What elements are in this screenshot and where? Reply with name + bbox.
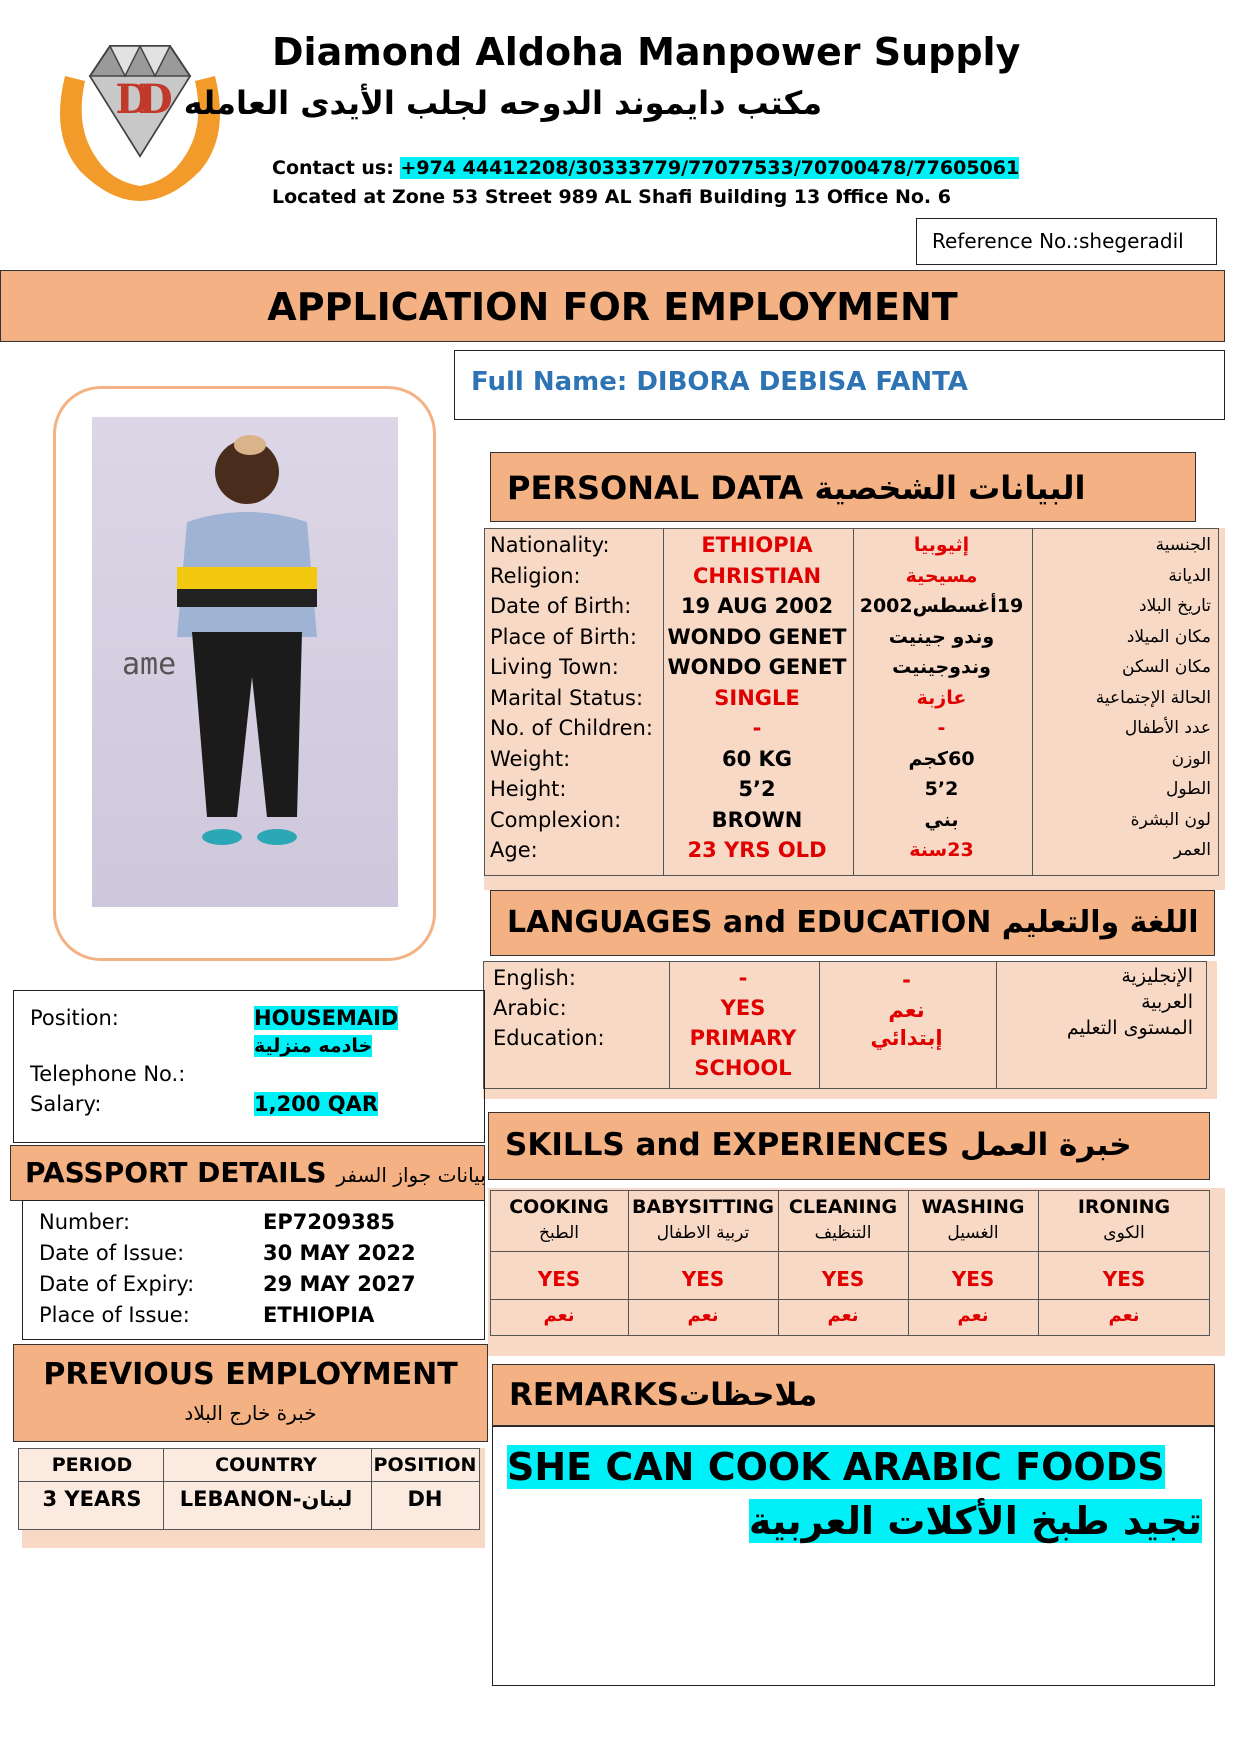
personal-label: Religion:	[490, 563, 581, 588]
reference-box	[916, 218, 1217, 265]
personal-value-ar: وندوجينيت	[892, 656, 991, 678]
personal-label: Height:	[490, 777, 567, 801]
skill-name-ar: الكوى	[1103, 1223, 1145, 1243]
personal-label-ar: الحالة الإجتماعية	[1095, 687, 1211, 708]
position-value-ar-text: خادمه منزلية	[254, 1035, 373, 1057]
skill-value: YES	[537, 1267, 581, 1291]
application-title: APPLICATION FOR EMPLOYMENT	[267, 285, 958, 329]
lang-label-ar-arabic: العربية	[1141, 991, 1193, 1013]
skill-value-ar: نعم	[957, 1305, 989, 1326]
skills-heading-ar: خبرة العمل	[960, 1127, 1132, 1163]
prev-country: LEBANON-لبنان	[179, 1487, 353, 1511]
skill-name: CLEANING	[788, 1196, 898, 1218]
personal-label: Nationality:	[490, 533, 610, 557]
personal-value: BROWN	[711, 807, 803, 832]
skill-value-ar: نعم	[827, 1305, 859, 1326]
prev-header-position: POSITION	[373, 1454, 477, 1476]
lang-label-ar-english: الإنجليزية	[1121, 965, 1193, 987]
full-name: Full Name: DIBORA DEBISA FANTA	[471, 367, 968, 397]
skill-name: COOKING	[509, 1196, 609, 1218]
lang-label-english: English:	[493, 966, 576, 990]
reference-number: Reference No.:shegeradil	[932, 229, 1184, 253]
personal-data-header	[490, 452, 1196, 522]
skill-value-ar: نعم	[687, 1305, 719, 1326]
personal-label-ar: مكان الميلاد	[1126, 626, 1211, 647]
lang-label-ar-education: المستوى التعليم	[1066, 1017, 1193, 1039]
lang-value-english: -	[738, 966, 748, 990]
skills-header	[488, 1112, 1210, 1180]
personal-value-ar: -	[937, 717, 946, 739]
personal-value-ar: عازبة	[916, 686, 967, 709]
contact-label: Contact us:	[272, 157, 394, 179]
personal-label-ar: العمر	[1173, 840, 1211, 860]
salary-value	[254, 1089, 378, 1120]
passport-heading-en: PASSPORT DETAILS	[25, 1156, 327, 1189]
lang-label-arabic: Arabic:	[493, 996, 567, 1020]
personal-label: Age:	[490, 838, 538, 862]
skill-name-ar: التنظيف	[814, 1223, 872, 1243]
personal-label: Date of Birth:	[490, 594, 632, 618]
company-name-en: Diamond Aldoha Manpower Supply	[272, 30, 1021, 74]
personal-value: CHRISTIAN	[692, 563, 822, 588]
skill-name: WASHING	[921, 1196, 1025, 1218]
passport-label: Place of Issue:	[39, 1303, 190, 1327]
personal-value-ar: بني	[924, 808, 959, 831]
personal-label-ar: الوزن	[1171, 748, 1211, 769]
contact-phones[interactable]: +974 44412208/30333779/77077533/70700478/77605061	[400, 157, 1020, 179]
lang-value-education-2: SCHOOL	[694, 1056, 792, 1080]
salary-value-text: 1,200 QAR	[254, 1092, 379, 1116]
personal-label-ar: لون البشرة	[1130, 809, 1211, 830]
prev-period: 3 YEARS	[42, 1487, 142, 1511]
personal-value-ar: وندو جينيت	[888, 625, 995, 648]
remarks-text-en-span: SHE CAN COOK ARABIC FOODS	[507, 1445, 1165, 1489]
lang-value-ar-arabic: نعم	[888, 998, 925, 1022]
personal-value: WONDO GENET	[667, 655, 847, 679]
position-value	[254, 1003, 398, 1034]
personal-value: SINGLE	[714, 685, 800, 710]
skills-title	[505, 1127, 1132, 1163]
personal-data-table	[484, 528, 1225, 890]
personal-value: -	[752, 716, 762, 740]
telephone-label: Telephone No.:	[30, 1062, 186, 1086]
personal-value: 19 AUG 2002	[680, 594, 834, 618]
skill-name-ar: الطبخ	[539, 1223, 579, 1243]
lang-value-ar-english: -	[902, 968, 911, 992]
personal-value-ar: 5’2	[924, 778, 959, 800]
company-logo	[30, 36, 250, 216]
lang-value-ar-education: إبتدائي	[870, 1026, 943, 1050]
logo-letters: DD	[115, 76, 161, 123]
photo-frame	[53, 386, 436, 961]
personal-label: Marital Status:	[490, 685, 644, 710]
skill-value-ar: نعم	[543, 1305, 575, 1326]
personal-value-ar: إثيوبيا	[913, 534, 970, 556]
personal-label-ar: مكان السكن	[1122, 657, 1211, 677]
remarks-box	[492, 1426, 1215, 1686]
skill-value: YES	[821, 1267, 865, 1291]
skill-name-ar: تربية الاطفال	[656, 1223, 750, 1243]
passport-value: EP7209385	[263, 1210, 396, 1234]
personal-label: Living Town:	[490, 655, 619, 679]
passport-box	[22, 1200, 485, 1340]
personal-value-ar: 23سنة	[909, 839, 974, 861]
passport-heading-ar: بيانات جواز السفر	[336, 1163, 486, 1187]
job-details-box	[13, 990, 485, 1143]
personal-label-ar: تاريخ البلاد	[1139, 596, 1211, 616]
personal-label: No. of Children:	[490, 716, 653, 740]
skills-heading-en: SKILLS and EXPERIENCES	[505, 1127, 950, 1163]
personal-value: WONDO GENET	[667, 624, 847, 649]
previous-employment-table	[22, 1448, 485, 1548]
contact-line	[272, 157, 1019, 179]
passport-value: 29 MAY 2027	[263, 1272, 416, 1296]
personal-value: 23 YRS OLD	[687, 838, 827, 862]
skill-value-ar: نعم	[1108, 1305, 1140, 1326]
remarks-text-en	[507, 1445, 1165, 1489]
passport-label: Date of Expiry:	[39, 1272, 195, 1296]
languages-title	[507, 905, 1199, 940]
diamond-hands-icon	[30, 36, 250, 216]
prev-position: DH	[407, 1487, 443, 1511]
personal-value-ar: 60كجم	[908, 747, 975, 770]
languages-heading-ar: اللغة والتعليم	[1001, 905, 1199, 940]
skill-value: YES	[681, 1267, 725, 1291]
company-name-ar: مكتب دايموند الدوحه لجلب الأيدى العامله	[183, 84, 822, 122]
personal-label: Complexion:	[490, 807, 622, 832]
company-address: Located at Zone 53 Street 989 AL Shafi Building 13 Office No. 6	[272, 186, 951, 208]
skill-name: IRONING	[1077, 1196, 1171, 1218]
personal-label: Weight:	[490, 746, 571, 771]
personal-label-ar: الديانة	[1168, 565, 1211, 586]
remarks-header	[492, 1364, 1215, 1426]
skill-value: YES	[951, 1267, 995, 1291]
passport-value: 30 MAY 2022	[263, 1241, 416, 1265]
application-title-bar	[0, 270, 1225, 342]
passport-label: Number:	[39, 1210, 131, 1234]
salary-label: Salary:	[30, 1092, 102, 1116]
position-label: Position:	[30, 1006, 119, 1030]
languages-header	[490, 890, 1215, 956]
lang-value-education: PRIMARY	[689, 1026, 797, 1050]
position-value-ar	[254, 1031, 372, 1062]
personal-value-ar: 19أغسطس2002	[859, 595, 1024, 617]
passport-label: Date of Issue:	[39, 1241, 185, 1265]
lang-label-education: Education:	[493, 1026, 605, 1050]
personal-heading-ar: البيانات الشخصية	[814, 469, 1086, 507]
photo-watermark: ame	[122, 647, 177, 682]
passport-title	[25, 1156, 486, 1189]
prev-header-country: COUNTRY	[215, 1454, 317, 1476]
personal-data-title	[507, 469, 1085, 507]
languages-table	[483, 961, 1217, 1099]
prev-header-period: PERIOD	[51, 1454, 133, 1476]
passport-header	[10, 1145, 485, 1201]
applicant-photo	[92, 417, 398, 907]
skill-name-ar: الغسيل	[947, 1223, 999, 1243]
personal-value: ETHIOPIA	[701, 533, 813, 557]
personal-value: 60 KG	[721, 746, 793, 771]
personal-value: 5’2	[738, 777, 776, 801]
position-value-en: HOUSEMAID	[254, 1006, 399, 1030]
personal-label-ar: الطول	[1166, 779, 1211, 799]
personal-value-ar: مسيحية	[905, 564, 978, 587]
lang-value-arabic: YES	[720, 996, 766, 1020]
remarks-title: REMARKSملاحظات	[509, 1377, 818, 1413]
row-divider	[19, 1481, 479, 1482]
remarks-text-ar-span: تجيد طبخ الأكلات العربية	[748, 1499, 1202, 1543]
full-name-box	[454, 350, 1225, 420]
personal-heading-en: PERSONAL DATA	[507, 469, 804, 507]
personal-label-ar: الجنسية	[1155, 535, 1211, 555]
skill-value: YES	[1102, 1267, 1146, 1291]
skill-name: BABYSITTING	[631, 1196, 775, 1218]
passport-value: ETHIOPIA	[263, 1303, 375, 1327]
personal-label: Place of Birth:	[490, 624, 637, 649]
languages-heading-en: LANGUAGES and EDUCATION	[507, 905, 992, 940]
previous-heading-en: PREVIOUS EMPLOYMENT	[43, 1357, 458, 1392]
personal-label-ar: عدد الأطفال	[1124, 718, 1211, 738]
row-divider	[491, 1251, 1209, 1252]
previous-heading-ar: خبرة خارج البلاد	[184, 1401, 317, 1425]
skills-table	[488, 1188, 1225, 1356]
previous-employment-header	[13, 1344, 488, 1442]
remarks-text-ar	[749, 1499, 1202, 1543]
